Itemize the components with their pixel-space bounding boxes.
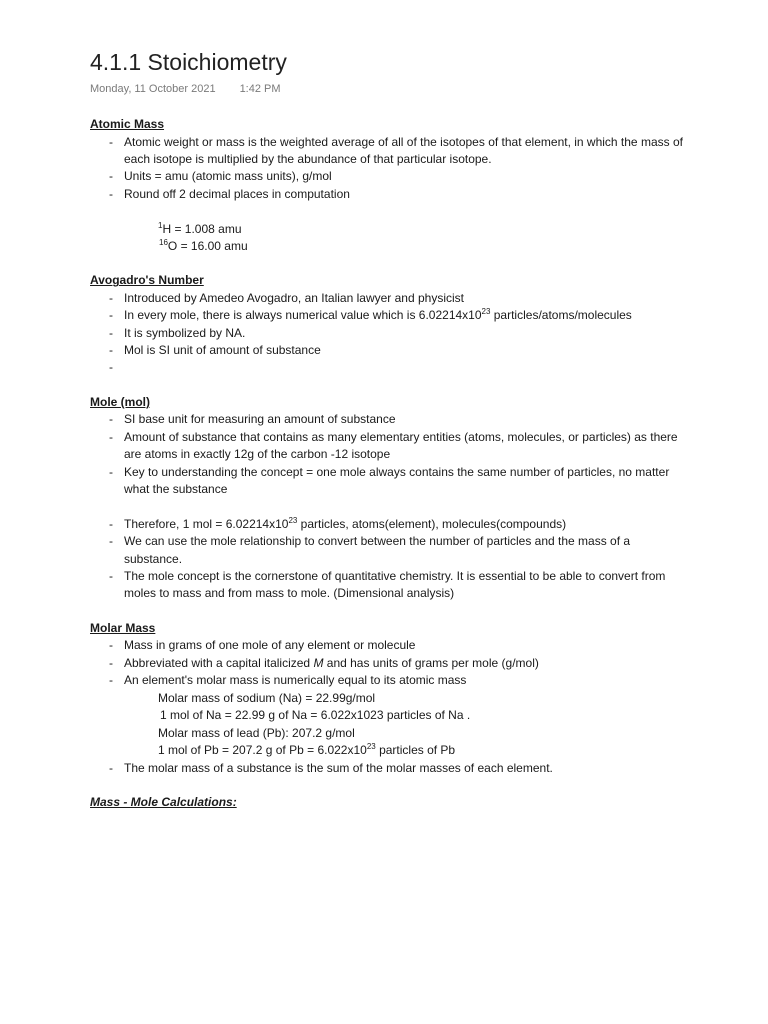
avogadro-list [90,290,690,377]
note-date: Monday, 11 October 2021 [90,83,216,95]
heading-calculations: Mass - Mole Calculations: [90,795,237,810]
section-atomic-mass [90,116,690,255]
list-item: - The molar mass of a substance is the sum of the molar masses of each element. [90,760,690,777]
heading-avogadro: Avogadro's Number [90,273,204,288]
list-item [90,359,690,376]
list-item: - Atomic weight or mass is the weighted average of all of the isotopes of that element, in which the mass of each isotope is multiplied by the abundance of that particular isotope. [90,134,690,169]
section-molar-mass [90,620,690,778]
list-item: - It is symbolized by NA. [90,325,690,342]
example-line: 1 mol of Pb = 207.2 g of $Pb = 6.022x10^{23}$ particles of Pb [158,742,456,758]
list-item: - SI base unit for measuring an amount of substance [90,411,690,428]
heading-atomic-mass: Atomic Mass [90,117,165,131]
example-line: 1 mol of Na = 22.99 g of Na = 6.022x1023 particles of Na . [160,708,471,723]
list-item: - Amount of substance that contains as many elementary entities (atoms, molecules, or particles) as there are atoms in exactly 12g of the carbon -12 isotope [90,429,690,464]
heading-molar-mass: Molar Mass [90,620,156,635]
list-item: - Round off 2 decimal places in computation [90,186,690,203]
molar-mass-list [90,637,690,689]
list-item: - The mole concept is the cornerstone of quantitative chemistry. It is essential to be able to convert from moles to mass and from mass to mole. (Dimensional analysis) [90,568,690,603]
section-avogadro [90,272,690,377]
note-timestamp [90,80,690,98]
molar-mass-list-cont [90,760,690,777]
example-line: $^1$H = 1.008 amu [158,220,242,236]
mole-list-cont [90,516,690,603]
section-mole [90,394,690,603]
heading-mole: Mole (mol) [90,394,150,409]
section-calculations [90,794,690,812]
example-line: $^{16}$O = 16.00 amu [159,237,248,253]
isotope-examples [90,221,690,256]
page-title: 4.1.1 Stoichiometry [90,49,287,75]
list-item: - An element's molar mass is numerically equal to its atomic mass [90,672,690,689]
list-item: - Units = amu (atomic mass units), g/mol [90,168,690,185]
list-item: - Abbreviated with a capital italicized M and has units of grams per mole (g/mol) [90,655,690,672]
list-item: - Mol is SI unit of amount of substance [90,342,690,359]
example-line: Molar mass of sodium (Na) = 22.99g/mol [158,690,376,705]
list-item: - We can use the mole relationship to convert between the number of particles and the mass of a substance. [90,533,690,568]
note-time: 1:42 PM [239,83,281,95]
example-line: Molar mass of lead (Pb): 207.2 g/mol [158,725,355,740]
atomic-mass-list [90,134,690,204]
list-item: - Therefore, 1 mol = $6.02214x10^{23}$ particles, atoms(element), molecules(compounds) [90,516,690,533]
list-item: - Key to understanding the concept = one mole always contains the same number of particles, no matter what the substance [90,464,690,499]
list-item: - In every mole, there is always numerical value which is $6.02214x10^{23}$ particles/atoms/molecules [90,307,690,324]
mole-list [90,411,690,498]
list-item: - Mass in grams of one mole of any element or molecule [90,637,690,654]
list-item: - Introduced by Amedeo Avogadro, an Italian lawyer and physicist [90,290,690,307]
note-page [90,44,690,812]
molar-mass-examples [90,690,690,760]
